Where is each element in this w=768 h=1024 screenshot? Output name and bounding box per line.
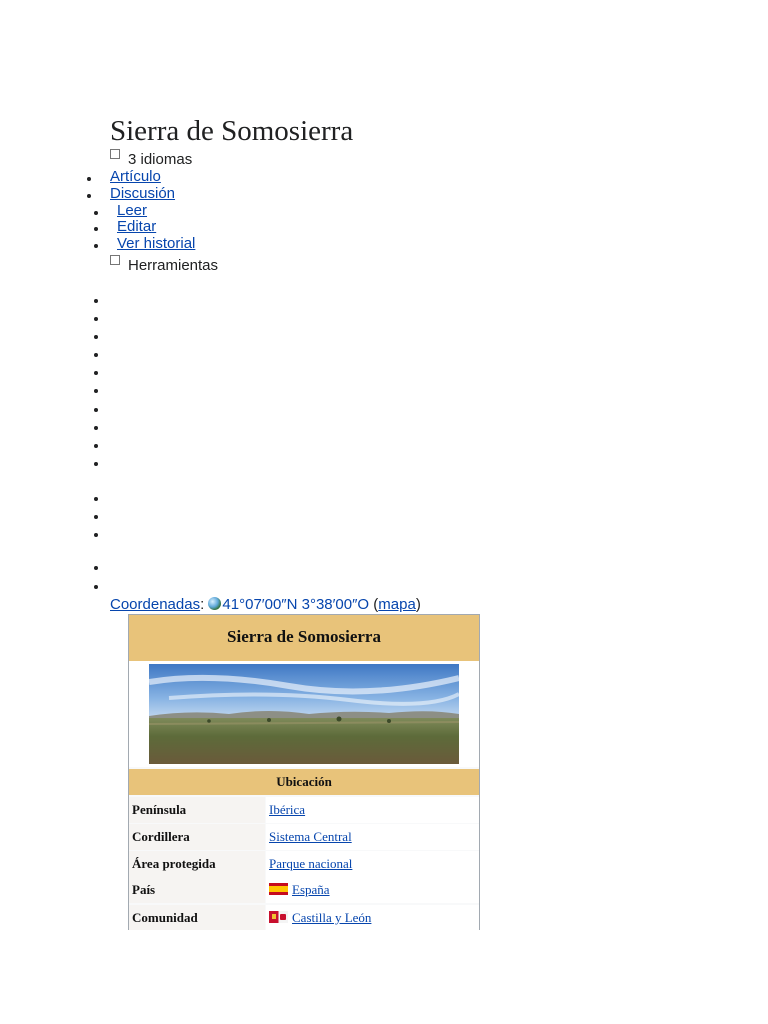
infobox-row: [129, 905, 479, 930]
list-bullet: [94, 227, 98, 231]
infobox-section-location: Ubicación: [129, 769, 479, 795]
tools-list-bullet: [94, 462, 98, 466]
infobox-row: [129, 824, 479, 850]
list-bullet: [87, 194, 91, 198]
infobox-row-label: Área protegida: [129, 851, 265, 877]
tab-history-link[interactable]: Ver historial: [117, 235, 196, 252]
tools-list-bullet: [94, 408, 98, 412]
range-link[interactable]: Sistema Central: [269, 829, 352, 844]
list-bullet: [87, 177, 91, 181]
tools-list-bullet: [94, 426, 98, 430]
spain-flag-icon: [269, 883, 288, 895]
infobox-row-value: [266, 797, 479, 823]
list-bullet: [94, 211, 98, 215]
country-link[interactable]: España: [292, 882, 330, 897]
infobox-row: [129, 877, 479, 903]
infobox-row: [129, 851, 479, 877]
tools-list-bullet: [94, 335, 98, 339]
globe-icon: [208, 597, 221, 610]
tools-list-bullet: [94, 299, 98, 303]
tab-article-link[interactable]: Artículo: [110, 168, 161, 185]
tab-article[interactable]: [0, 168, 300, 185]
view-tabs: [0, 202, 300, 252]
coordinates-line: [110, 596, 421, 614]
coordinates-value-link[interactable]: [208, 596, 369, 613]
infobox-row-label: Cordillera: [129, 824, 265, 850]
infobox-row-value: [266, 824, 479, 850]
map-link[interactable]: mapa: [378, 596, 416, 613]
tools-label: Herramientas: [128, 257, 219, 274]
tools-list-bullet: [94, 497, 98, 501]
landscape-photo[interactable]: [149, 664, 459, 764]
tab-edit[interactable]: [0, 218, 300, 235]
tools-list-bullet: [94, 317, 98, 321]
protected-area-link[interactable]: Parque nacional: [269, 856, 353, 871]
tools-checkbox[interactable]: [110, 255, 120, 265]
infobox-title: Sierra de Somosierra: [129, 615, 479, 661]
tools-menu-toggle[interactable]: [110, 257, 218, 275]
tools-list-bullet: [94, 533, 98, 537]
tools-list-bullet: [94, 585, 98, 589]
tab-discussion[interactable]: [0, 185, 300, 202]
tools-list-bullet: [94, 566, 98, 570]
castilla-leon-flag-icon: [269, 911, 288, 923]
page-title: Sierra de Somosierra: [110, 115, 354, 147]
infobox-row-label: Comunidad: [129, 905, 265, 930]
coordinates-separator: :: [200, 596, 205, 613]
infobox-row-value: [266, 877, 479, 903]
tools-list-bullet: [94, 371, 98, 375]
tools-list-bullet: [94, 444, 98, 448]
peninsula-link[interactable]: Ibérica: [269, 802, 306, 817]
tab-history[interactable]: [0, 235, 300, 252]
list-bullet: [94, 244, 98, 248]
language-menu-toggle[interactable]: [110, 151, 192, 169]
tab-read-link[interactable]: Leer: [117, 202, 148, 219]
infobox-row-value: [266, 851, 479, 877]
infobox-row: [129, 797, 479, 823]
infobox-row-value: [266, 905, 479, 930]
coordinates-close-paren: ): [415, 596, 421, 613]
infobox-row-label: País: [129, 877, 265, 903]
tools-list-bullet: [94, 515, 98, 519]
infobox: [128, 614, 480, 930]
tab-discussion-link[interactable]: Discusión: [110, 185, 176, 202]
tab-read[interactable]: [0, 202, 300, 218]
namespace-tabs: [0, 168, 300, 202]
tools-list-bullet: [94, 389, 98, 393]
landscape-photo-graphic: [149, 664, 459, 764]
coordinates-link[interactable]: Coordenadas: [110, 596, 201, 613]
community-link[interactable]: Castilla y León: [292, 910, 372, 925]
coordinates-open-paren: (: [369, 596, 379, 613]
language-count-label: 3 idiomas: [128, 151, 193, 168]
infobox-row-label: Península: [129, 797, 265, 823]
language-checkbox[interactable]: [110, 149, 120, 159]
coordinates-value: 41°07′00″N 3°38′00″O: [222, 596, 370, 613]
tools-list-bullet: [94, 353, 98, 357]
tab-edit-link[interactable]: Editar: [117, 218, 157, 235]
infobox-image-cell: [129, 661, 479, 767]
